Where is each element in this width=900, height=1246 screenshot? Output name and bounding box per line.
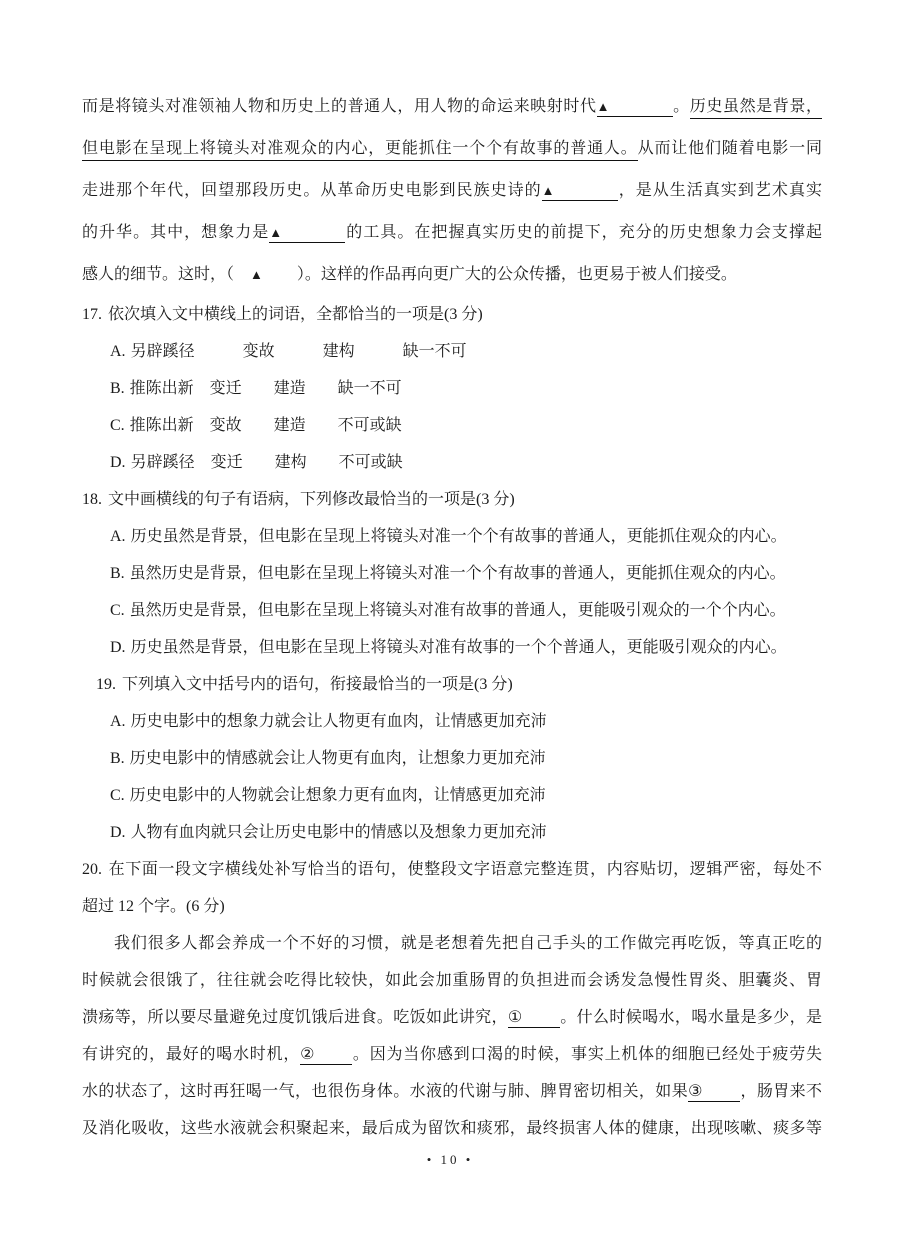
passage-text: 及消化吸收，这些水液就会积聚起来，最后成为留饮和痰邪，最终损害人体的健康，出现咳嗽、痰多等 bbox=[82, 1120, 822, 1137]
passage-text: 。什么时候喝水，喝水量是多少，是 bbox=[559, 1009, 822, 1026]
circled-number: ② bbox=[300, 1046, 315, 1063]
intro-text: 从而让他们随着电影一同 bbox=[637, 140, 822, 157]
intro-line-1 bbox=[82, 86, 822, 128]
numbered-blank-1 bbox=[508, 1008, 560, 1028]
question-stem-row bbox=[82, 481, 822, 518]
option-text: 推陈出新 变迁 建造 缺一不可 bbox=[129, 380, 402, 397]
intro-text: 而是将镜头对准领袖人物和历史上的普通人，用人物的命运来映射时代 bbox=[82, 98, 597, 115]
passage-line-2 bbox=[82, 962, 822, 999]
option-row bbox=[82, 370, 822, 407]
passage-text: 。因为当你感到口渴的时候，事实上机体的细胞已经处于疲劳失 bbox=[352, 1046, 822, 1063]
question-stem-row bbox=[82, 296, 822, 333]
numbered-blank-3 bbox=[688, 1082, 740, 1102]
triangle-mark: ▲ bbox=[596, 99, 610, 114]
option-label: C. bbox=[110, 417, 125, 434]
passage-text: 水的状态了，这时再狂喝一气，也很伤身体。水液的代谢与肺、脾胃密切相关，如果 bbox=[82, 1083, 689, 1100]
question-number: 19. bbox=[96, 676, 116, 693]
option-row bbox=[82, 703, 822, 740]
option-text: 另辟蹊径 变迁 建构 不可或缺 bbox=[130, 454, 403, 471]
intro-line-3 bbox=[82, 170, 822, 212]
question-20 bbox=[82, 851, 822, 925]
option-label: D. bbox=[110, 639, 126, 656]
intro-text: ）。这样的作品再向更广大的公众传播，也更易于被人们接受。 bbox=[296, 266, 737, 283]
option-row bbox=[82, 555, 822, 592]
answer-blank bbox=[597, 97, 673, 117]
passage-text: 溃疡等，所以要尽量避免过度饥饿后进食。吃饭如此讲究， bbox=[82, 1009, 508, 1026]
answer-blank bbox=[542, 181, 618, 201]
question-number: 18. bbox=[82, 491, 102, 508]
option-row bbox=[82, 407, 822, 444]
numbered-blank-2 bbox=[300, 1045, 352, 1065]
intro-text: 。 bbox=[672, 98, 690, 115]
question-17 bbox=[82, 296, 822, 481]
option-row bbox=[82, 629, 822, 666]
passage-line-1 bbox=[82, 925, 822, 962]
option-row bbox=[82, 333, 822, 370]
question-number: 17. bbox=[82, 306, 102, 323]
underlined-sentence: 但电影在呈现上将镜头对准观众的内心，更能抓住一个个有故事的普通人。 bbox=[82, 140, 638, 161]
passage-text: 时候就会很饿了，往往就会吃得比较快，如此会加重肠胃的负担进而会诱发急慢性胃炎、胆囊炎、胃 bbox=[82, 972, 822, 989]
option-text: 历史虽然是背景，但电影在呈现上将镜头对准有故事的一个个普通人，更能吸引观众的内心。 bbox=[130, 639, 787, 656]
question-stem: 超过 12 个字。(6 分) bbox=[82, 898, 225, 915]
option-label: D. bbox=[110, 454, 126, 471]
option-label: C. bbox=[110, 787, 125, 804]
document-body bbox=[82, 86, 822, 1147]
option-label: A. bbox=[110, 713, 126, 730]
option-text: 人物有血肉就只会让历史电影中的情感以及想象力更加充沛 bbox=[130, 824, 547, 841]
intro-text: 的升华。其中，想象力是 bbox=[82, 224, 270, 241]
question-stem-row bbox=[82, 888, 822, 925]
option-label: C. bbox=[110, 602, 125, 619]
question-stem: 依次填入文中横线上的词语，全都恰当的一项是(3 分) bbox=[108, 306, 483, 323]
option-label: B. bbox=[110, 380, 125, 397]
question-stem: 在下面一段文字横线处补写恰当的语句，使整段文字语意完整连贯，内容贴切，逻辑严密，每处不 bbox=[108, 861, 822, 878]
option-label: B. bbox=[110, 750, 125, 767]
passage-line-3 bbox=[82, 999, 822, 1036]
passage-line-4 bbox=[82, 1036, 822, 1073]
option-text: 历史电影中的人物就会让想象力更有血肉，让情感更加充沛 bbox=[129, 787, 546, 804]
option-row bbox=[82, 777, 822, 814]
option-row bbox=[82, 518, 822, 555]
option-text: 虽然历史是背景，但电影在呈现上将镜头对准有故事的普通人，更能吸引观众的一个个内心。 bbox=[129, 602, 786, 619]
page-number: • 10 • bbox=[426, 1152, 474, 1167]
option-label: B. bbox=[110, 565, 125, 582]
option-label: A. bbox=[110, 343, 126, 360]
intro-text: 感人的细节。这时，（ bbox=[82, 266, 235, 283]
option-row bbox=[82, 444, 822, 481]
circled-number: ① bbox=[507, 1009, 523, 1026]
option-row bbox=[82, 740, 822, 777]
intro-line-2 bbox=[82, 128, 822, 170]
passage-20 bbox=[82, 925, 822, 1147]
option-text: 历史虽然是背景，但电影在呈现上将镜头对准一个个有故事的普通人，更能抓住观众的内心。 bbox=[130, 528, 787, 545]
intro-text: ，是从生活真实到艺术真实 bbox=[617, 182, 822, 199]
question-stem: 文中画横线的句子有语病，下列修改最恰当的一项是(3 分) bbox=[108, 491, 515, 508]
passage-text: ，肠胃来不 bbox=[740, 1083, 822, 1100]
question-18 bbox=[82, 481, 822, 666]
intro-text: 的工具。在把握真实历史的前提下，充分的历史想象力会支撑起 bbox=[345, 224, 822, 241]
question-stem-row bbox=[82, 666, 822, 703]
option-text: 推陈出新 变故 建造 不可或缺 bbox=[129, 417, 402, 434]
circled-number: ③ bbox=[688, 1083, 703, 1100]
option-row bbox=[82, 592, 822, 629]
option-text: 历史电影中的想象力就会让人物更有血肉，让情感更加充沛 bbox=[130, 713, 547, 730]
question-number: 20. bbox=[82, 861, 102, 878]
intro-text: 走进那个年代，回望那段历史。从革命历史电影到民族史诗的 bbox=[82, 182, 542, 199]
option-text: 虽然历史是背景，但电影在呈现上将镜头对准一个个有故事的普通人，更能抓住观众的内心。 bbox=[129, 565, 786, 582]
option-label: A. bbox=[110, 528, 126, 545]
question-stem-row bbox=[82, 851, 822, 888]
intro-line-5 bbox=[82, 254, 822, 296]
passage-line-6 bbox=[82, 1110, 822, 1147]
triangle-mark: ▲ bbox=[269, 225, 283, 240]
intro-line-4 bbox=[82, 212, 822, 254]
passage-line-5 bbox=[82, 1073, 822, 1110]
option-row bbox=[82, 814, 822, 851]
triangle-mark: ▲ bbox=[250, 267, 263, 282]
question-19 bbox=[82, 666, 822, 851]
underlined-sentence: 历史虽然是背景， bbox=[690, 98, 822, 119]
triangle-mark: ▲ bbox=[541, 183, 555, 198]
option-label: D. bbox=[110, 824, 126, 841]
option-text: 历史电影中的情感就会让人物更有血肉，让想象力更加充沛 bbox=[129, 750, 546, 767]
passage-text: 有讲究的，最好的喝水时机， bbox=[82, 1046, 301, 1063]
passage-text: 我们很多人都会养成一个不好的习惯，就是老想着先把自己手头的工作做完再吃饭，等真正吃的 bbox=[114, 935, 822, 952]
question-stem: 下列填入文中括号内的语句，衔接最恰当的一项是(3 分) bbox=[122, 676, 513, 693]
answer-blank bbox=[269, 223, 345, 243]
option-text: 另辟蹊径 变故 建构 缺一不可 bbox=[130, 343, 467, 360]
